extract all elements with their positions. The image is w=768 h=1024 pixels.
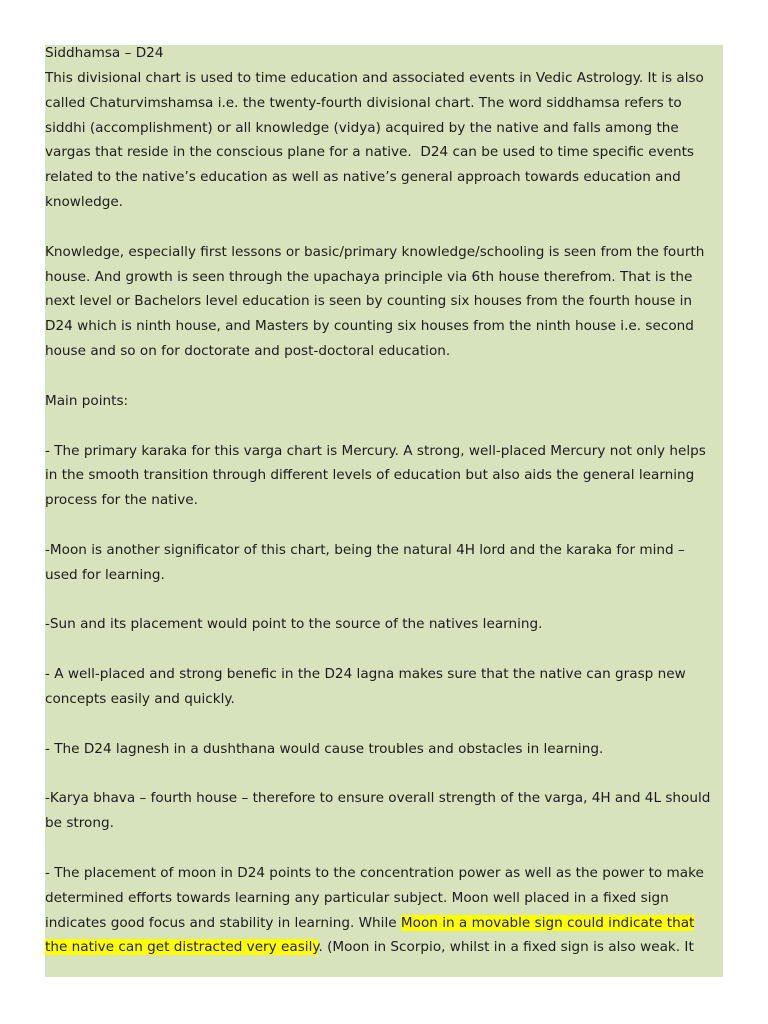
paragraph-line: house. And growth is seen through the upachaya principle via 6th house therefrom. That is the (45, 268, 693, 285)
point-line-mixed (45, 911, 723, 936)
point-line: -Moon is another significator of this chart, being the natural 4H lord and the karaka for mind – (45, 541, 685, 558)
paragraph-line: This divisional chart is used to time education and associated events in Vedic Astrology. It is also (45, 69, 704, 86)
point-line: determined efforts towards learning any particular subject. Moon well placed in a fixed sign (45, 889, 669, 906)
point-line: -Karya bhava – fourth house – therefore to ensure overall strength of the varga, 4H and 4L should (45, 790, 711, 807)
paragraph-spacer (45, 513, 723, 538)
paragraph-line: vargas that reside in the conscious plane for a native. D24 can be used to time specific events (45, 144, 695, 161)
document-body (45, 45, 723, 960)
paragraph-spacer (45, 364, 723, 389)
paragraph-spacer (45, 761, 723, 786)
paragraph-line: next level or Bachelors level education is seen by counting six houses from the fourth house in (45, 293, 693, 310)
paragraph-line: knowledge. (45, 194, 124, 211)
point-line: -Sun and its placement would point to the source of the natives learning. (45, 616, 543, 633)
paragraph-line: called Chaturvimshamsa i.e. the twenty-fourth divisional chart. The word siddhamsa refers to (45, 94, 682, 111)
paragraph-line: related to the native’s education as well as native’s general approach towards education and (45, 169, 681, 186)
paragraph-spacer (45, 414, 723, 439)
paragraph-line: siddhi (accomplishment) or all knowledge (vidya) acquired by the native and falls among the (45, 119, 679, 136)
paragraph-spacer (45, 836, 723, 861)
point-line: - The D24 lagnesh in a dushthana would cause troubles and obstacles in learning. (45, 740, 604, 757)
plain-text: . (Moon in Scorpio, whilst in a fixed sign is also weak. It (318, 939, 694, 956)
point-line: - The placement of moon in D24 points to the concentration power as well as the power to make (45, 864, 704, 881)
plain-text: indicates good focus and stability in learning. While (45, 914, 401, 931)
point-line: - A well-placed and strong benefic in the D24 lagna makes sure that the native can grasp new (45, 666, 686, 683)
point-line: process for the native. (45, 492, 198, 509)
point-line-mixed (45, 935, 723, 960)
point-line: used for learning. (45, 566, 165, 583)
paragraph-spacer (45, 637, 723, 662)
highlighted-text: Moon in a movable sign could indicate that (400, 914, 695, 931)
highlighted-text: the native can get distracted very easily (45, 939, 319, 956)
paragraph-spacer (45, 215, 723, 240)
paragraph-spacer (45, 588, 723, 613)
paragraph-line: D24 which is ninth house, and Masters by counting six houses from the ninth house i.e. second (45, 318, 694, 335)
point-line: concepts easily and quickly. (45, 690, 235, 707)
document-text-block (45, 45, 723, 977)
paragraph-line: Knowledge, especially first lessons or basic/primary knowledge/schooling is seen from the fourth (45, 243, 705, 260)
paragraph-spacer (45, 712, 723, 737)
point-line: be strong. (45, 815, 114, 832)
point-line: in the smooth transition through different levels of education but also aids the general learning (45, 467, 695, 484)
main-points-heading: Main points: (45, 392, 129, 409)
document-title: Siddhamsa – D24 (45, 45, 164, 61)
point-line: - The primary karaka for this varga chart is Mercury. A strong, well-placed Mercury not only helps (45, 442, 706, 459)
paragraph-line: house and so on for doctorate and post-doctoral education. (45, 343, 451, 360)
